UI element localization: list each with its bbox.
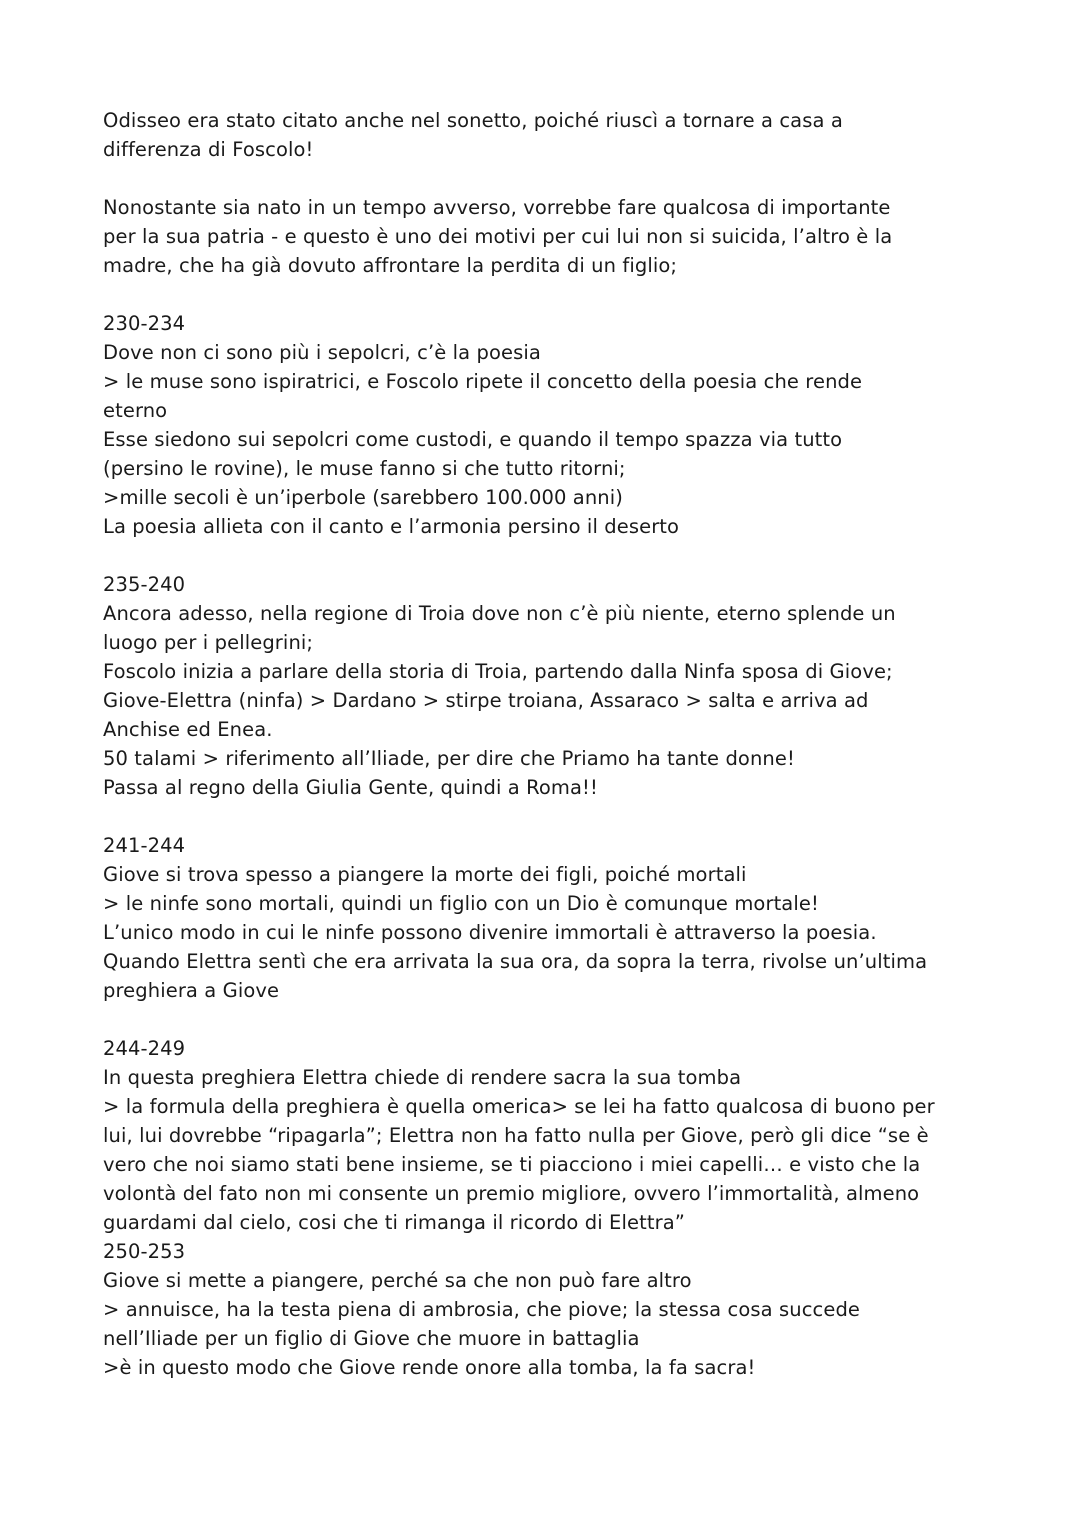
section-241-244 <box>103 831 1003 1005</box>
text-line: Quando Elettra sentì che era arrivata la sua ora, da sopra la terra, rivolse un’ultima <box>103 950 928 973</box>
text-line: Giove si mette a piangere, perché sa che non può fare altro <box>103 1269 692 1292</box>
section-235-240 <box>103 570 1003 802</box>
text-line: Nonostante sia nato in un tempo avverso, vorrebbe fare qualcosa di importante <box>103 196 891 219</box>
verse-range-heading: 230-234 <box>103 312 186 335</box>
text-line: In questa preghiera Elettra chiede di rendere sacra la sua tomba <box>103 1066 742 1089</box>
section-230-234 <box>103 309 1003 541</box>
text-line: Odisseo era stato citato anche nel sonetto, poiché riuscì a tornare a casa a <box>103 109 843 132</box>
text-line: La poesia allieta con il canto e l’armonia persino il deserto <box>103 515 680 538</box>
verse-range-heading: 250-253 <box>103 1240 186 1263</box>
text-line: per la sua patria - e questo è uno dei motivi per cui lui non si suicida, l’altro è la <box>103 225 893 248</box>
text-line: > la formula della preghiera è quella omerica> se lei ha fatto qualcosa di buono per <box>103 1095 935 1118</box>
text-line: vero che noi siamo stati bene insieme, se ti piacciono i miei capelli… e visto che la <box>103 1153 921 1176</box>
text-line: > le muse sono ispiratrici, e Foscolo ripete il concetto della poesia che rende <box>103 370 863 393</box>
text-line: (persino le rovine), le muse fanno si che tutto ritorni; <box>103 457 626 480</box>
text-line: Anchise ed Enea. <box>103 718 273 741</box>
text-line: 50 talami > riferimento all’Iliade, per dire che Priamo ha tante donne! <box>103 747 795 770</box>
text-line: >è in questo modo che Giove rende onore alla tomba, la fa sacra! <box>103 1356 756 1379</box>
text-line: luogo per i pellegrini; <box>103 631 314 654</box>
text-line: eterno <box>103 399 168 422</box>
verse-range-heading: 244-249 <box>103 1037 186 1060</box>
text-line: nell’Iliade per un figlio di Giove che muore in battaglia <box>103 1327 640 1350</box>
text-line: madre, che ha già dovuto affrontare la perdita di un figlio; <box>103 254 678 277</box>
text-line: differenza di Foscolo! <box>103 138 314 161</box>
text-line: guardami dal cielo, cosi che ti rimanga il ricordo di Elettra” <box>103 1211 685 1234</box>
text-line: Esse siedono sui sepolcri come custodi, e quando il tempo spazza via tutto <box>103 428 843 451</box>
text-line: Foscolo inizia a parlare della storia di Troia, partendo dalla Ninfa sposa di Giove; <box>103 660 893 683</box>
text-line: L’unico modo in cui le ninfe possono divenire immortali è attraverso la poesia. <box>103 921 877 944</box>
verse-range-heading: 241-244 <box>103 834 186 857</box>
text-line: >mille secoli è un’iperbole (sarebbero 100.000 anni) <box>103 486 623 509</box>
paragraph-patria <box>103 193 1003 280</box>
text-line: volontà del fato non mi consente un premio migliore, ovvero l’immortalità, almeno <box>103 1182 920 1205</box>
verse-range-heading: 235-240 <box>103 573 186 596</box>
text-line: > annuisce, ha la testa piena di ambrosia, che piove; la stessa cosa succede <box>103 1298 861 1321</box>
section-244-249 <box>103 1034 1003 1237</box>
section-250-253 <box>103 1237 1003 1382</box>
text-line: Giove si trova spesso a piangere la morte dei figli, poiché mortali <box>103 863 747 886</box>
text-line: Dove non ci sono più i sepolcri, c’è la poesia <box>103 341 541 364</box>
text-line: Giove-Elettra (ninfa) > Dardano > stirpe troiana, Assaraco > salta e arriva ad <box>103 689 869 712</box>
text-line: > le ninfe sono mortali, quindi un figlio con un Dio è comunque mortale! <box>103 892 819 915</box>
text-line: Passa al regno della Giulia Gente, quindi a Roma!! <box>103 776 598 799</box>
text-line: lui, lui dovrebbe “ripagarla”; Elettra non ha fatto nulla per Giove, però gli dice “se è <box>103 1124 929 1147</box>
text-line: preghiera a Giove <box>103 979 280 1002</box>
document-page <box>103 106 1003 1411</box>
text-line: Ancora adesso, nella regione di Troia dove non c’è più niente, eterno splende un <box>103 602 896 625</box>
paragraph-odisseo <box>103 106 1003 164</box>
